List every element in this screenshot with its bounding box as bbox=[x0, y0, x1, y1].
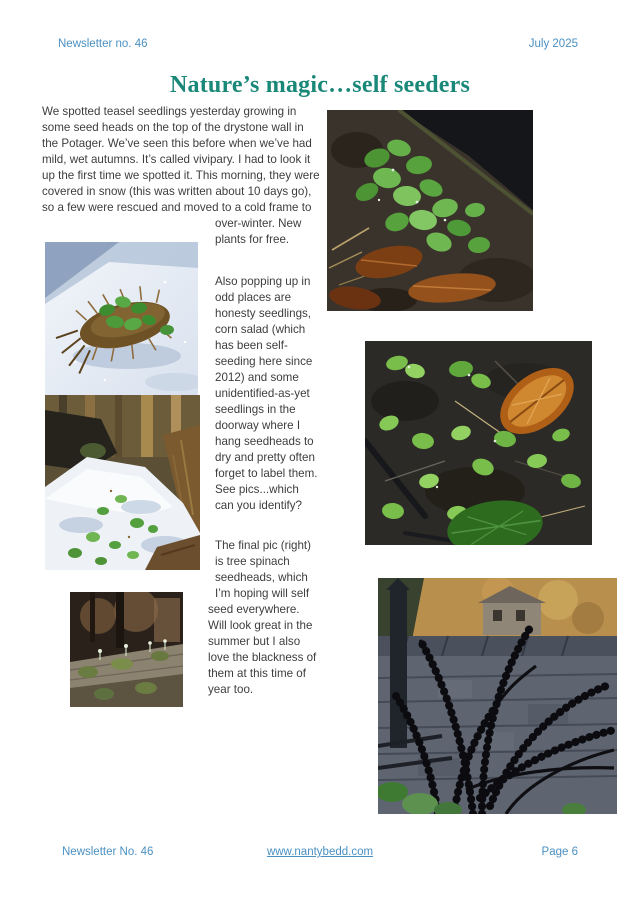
paragraph-final-pic-text: The final pic (right) is tree spinach seedheads, which I’m hoping will self seed everywhere. Will look great in the summer but I also love the blackness of them at this time of year too. bbox=[208, 539, 317, 696]
left-photo-stack bbox=[45, 242, 200, 570]
paragraph-intro bbox=[42, 104, 320, 248]
paragraph-self-seeders: Also popping up in odd places are honesty seedlings, corn salad (which has been self-seeding here since 2012) and some unidentified-as-yet seedlings in the doorway where I hang seedheads to dry and pretty often forget to label them. See pics...which can you identify? bbox=[215, 275, 318, 512]
photo-tree-spinach-seedheads bbox=[378, 578, 617, 814]
footer-page-number: Page 6 bbox=[541, 846, 578, 858]
footer-issue-label: Newsletter No. 46 bbox=[62, 846, 154, 858]
photo-snowy-wall-seedlings bbox=[45, 395, 200, 570]
footer-website-link[interactable]: www.nantybedd.com bbox=[266, 846, 374, 858]
header-issue-label: Newsletter no. 46 bbox=[58, 38, 148, 50]
photo-mossy-lintel bbox=[70, 592, 183, 707]
page-title: Nature’s magic…self seeders bbox=[170, 72, 470, 99]
photo-seedlings-mulch bbox=[365, 341, 592, 545]
photo-cornsalad-planter bbox=[327, 110, 533, 311]
photo-teasel-in-snow bbox=[45, 242, 198, 395]
article-body bbox=[42, 104, 320, 725]
header-date-label: July 2025 bbox=[528, 38, 578, 50]
paragraph-intro-lead: We spotted teasel seedlings yesterday growing in some seed heads on the top of the drystone wall in the Potager. We’ve seen this before when we’ve had mild, wet autumns. It’s called vivipary. I had to look it up the first time we spotted it. This morning, they were covered in snow (this was written about 10 days go), so a few were rescued and moved to a bbox=[42, 105, 320, 214]
paragraph-intro-wrap: cold frame to over-winter. New plants for free. bbox=[215, 201, 312, 246]
